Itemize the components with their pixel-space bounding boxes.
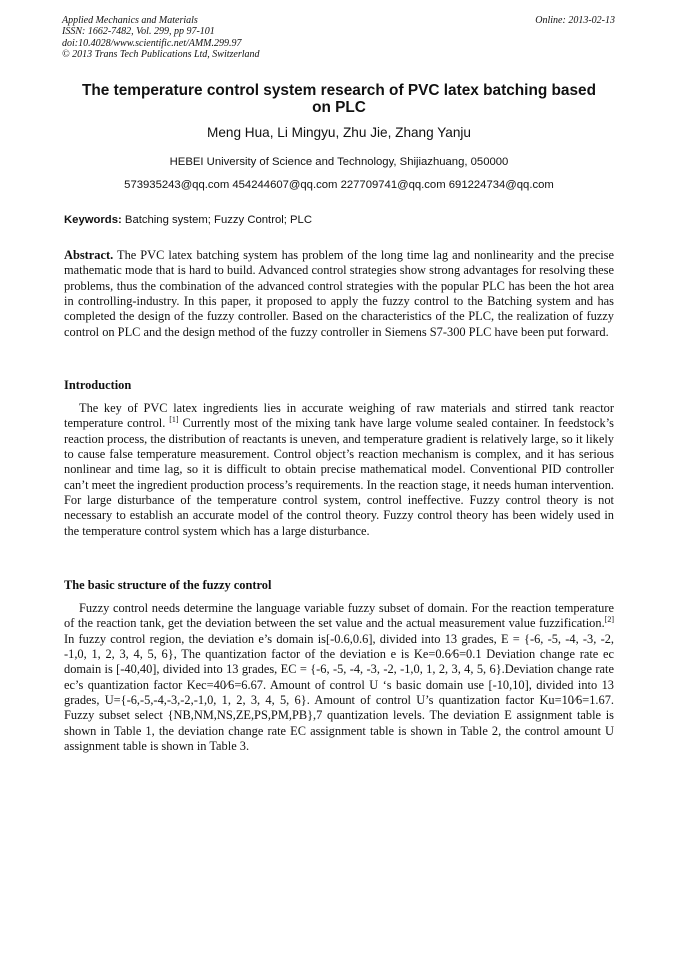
structure-text-1: Fuzzy control needs determine the language variable fuzzy subset of domain. For the reaction temperature of the reaction tank, get the deviation between the set value and the actual measurement value fuzzification. [64,601,614,631]
affiliation: HEBEI University of Science and Technology, Shijiazhuang, 050000 [169,156,509,168]
citation-1: [1] [169,415,179,425]
citation-2: [2] [604,615,614,625]
abstract-label: Abstract. [64,248,114,262]
keywords [64,213,312,227]
paper-title [62,82,616,116]
online-date: Online: 2013-02-13 [535,15,615,26]
keywords-text: Batching system; Fuzzy Control; PLC [121,214,312,226]
author-list: Meng Hua, Li Mingyu, Zhu Jie, Zhang Yanju [207,125,471,140]
journal-name: Applied Mechanics and Materials [62,15,198,26]
intro-text-1: The key of PVC latex ingredients lies in accurate weighing of raw materials and stirred tank reactor temperature control. [64,401,614,431]
abstract-text: The PVC latex batching system has problem of the long time lag and nonlinearity and the precise mathematic mode that is hard to build. Advanced control strategies show strong advantages for resolving these problems, thus the combination of the advanced control strategies with the popular PLC has been the hot area in controlling-industry. In this paper, it proposed to apply the fuzzy control to the Batching system and has completed the design of the fuzzy controller. Based on the characteristics of the PLC, the realization of fuzzy control on PLC and the design method of the fuzzy controller in Siemens S7-300 PLC have been put forward. [64,248,614,339]
copyright-line: © 2013 Trans Tech Publications Ltd, Switzerland [62,49,260,61]
author-emails: 573935243@qq.com 454244607@qq.com 227709741@qq.com 691224734@qq.com [124,179,554,191]
introduction-body [64,401,614,539]
title-line-2: on PLC [312,99,366,116]
title-line-1: The temperature control system research of PVC latex batching based [81,82,597,99]
journal-header [62,15,260,61]
doi-line: doi:10.4028/www.scientific.net/AMM.299.97 [62,37,242,49]
abstract [64,248,614,340]
structure-text-2: In fuzzy control region, the deviation e’s domain is[-0.6,0.6], divided into 13 grades, E = {-6, -5, -4, -3, -2, -1,0, 1, 2, 3, 4, 5, 6}, The quantization factor of the deviation e is Ke=0.6⁄6=0.1 Deviation change rate ec domain is [-40,40], divided into 13 grades, EC = {-6, -5, -4, -3, -2, -1,0, 1, 2, 3, 4, 5, 6}.Deviation change rate ec’s quantization factor Kec=40⁄6=6.67. Amount of control U ‘s basic domain use [-10,10], divided into 13 grades, U={-6,-5,-4,-3,-2,-1,0, 1, 2, 3, 4, 5, 6}. Amount of control U’s quantization factor Ku=10⁄6=1.67. Fuzzy subset select {NB,NM,NS,ZE,PS,PM,PB},7 quantization levels. The deviation E assignment table is shown in Table 1, the deviation change rate EC assignment table is shown in Table 2, the control amount U assignment table is shown in Table 3. [64,631,614,754]
basic-structure-heading: The basic structure of the fuzzy control [64,578,272,592]
issn-line: ISSN: 1662-7482, Vol. 299, pp 97-101 [62,26,215,38]
keywords-label: Keywords: [64,214,122,226]
intro-text-2: Currently most of the mixing tank have large volume sealed container. In feedstock’s reaction process, the distribution of reactants is uneven, and temperature gradient is relatively large, so it likely to cause false temperature measurement. Control object’s reaction mechanism is complex, and it has serious nonlinear and time lag, so it is difficult to obtain precise mathematical model. Conventional PID controller can’t meet the ingredient production process’s requirements. In the reaction stage, it needs human intervention. For large disturbance of the temperature control system, control ineffective. Fuzzy control theory is not necessary to establish an accurate model of the control theory. Fuzzy control theory has been widely used in the temperature control system which has a large disturbance. [64,416,614,538]
basic-structure-body [64,601,614,754]
introduction-heading: Introduction [64,378,132,392]
